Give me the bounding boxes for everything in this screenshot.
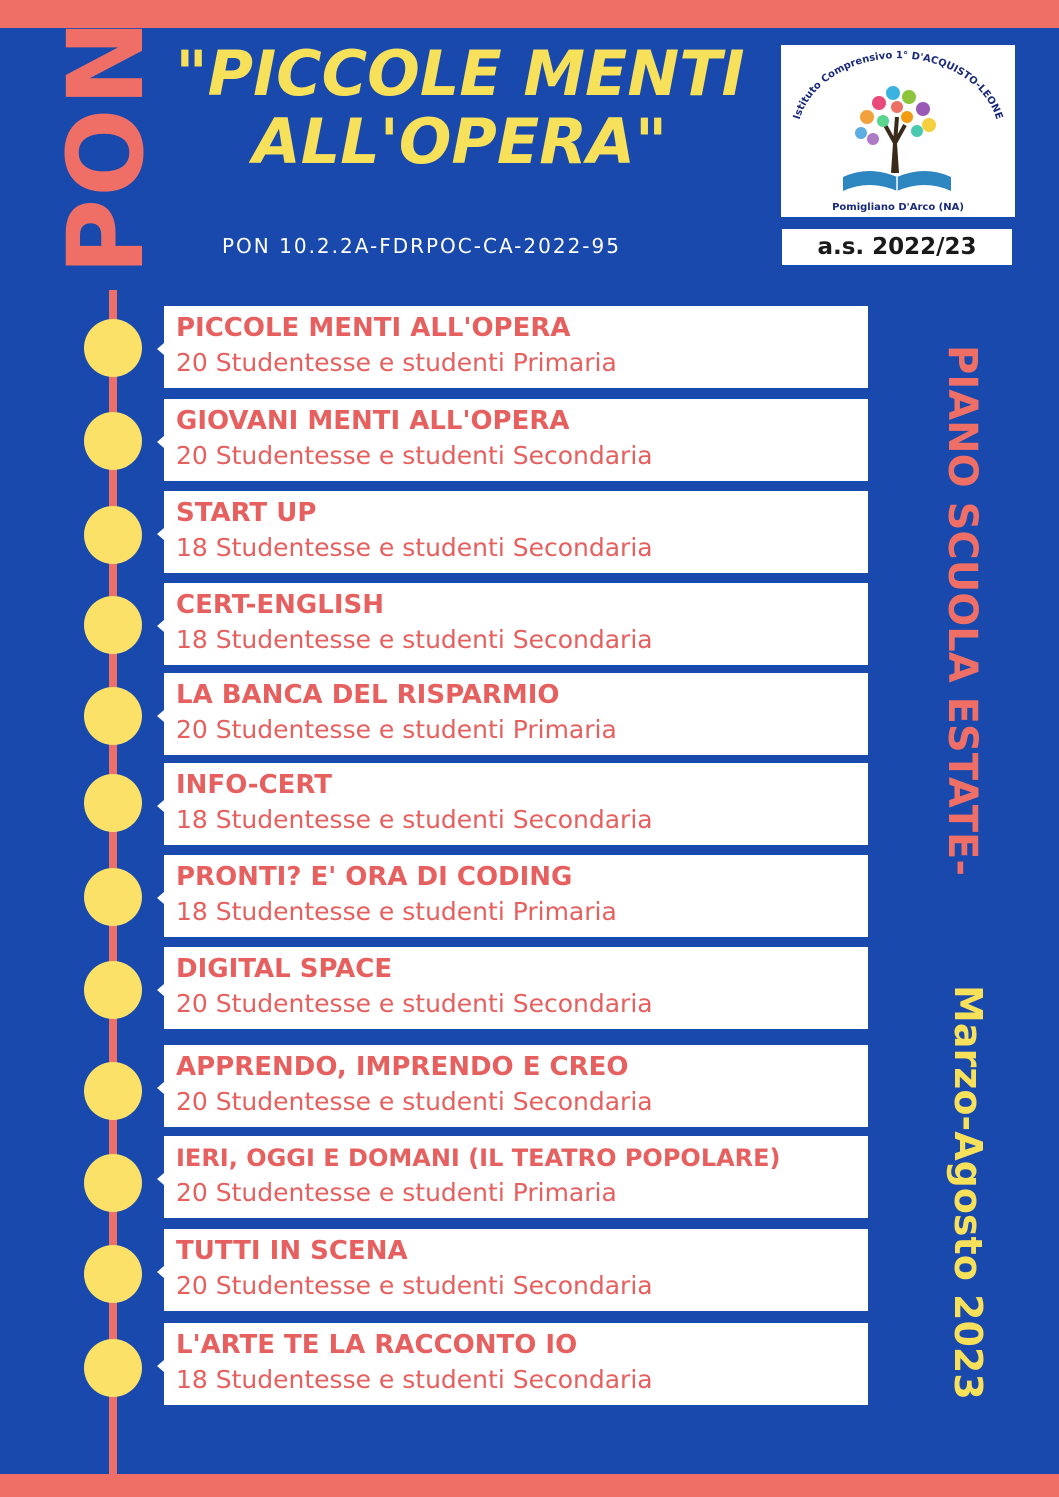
timeline-dot xyxy=(84,1245,142,1303)
school-year-badge: a.s. 2022/23 xyxy=(782,229,1012,265)
module-detail: 20 Studentesse e studenti Secondaria xyxy=(176,1087,653,1116)
module-card xyxy=(164,399,868,481)
timeline-dot xyxy=(84,319,142,377)
module-card xyxy=(164,491,868,573)
module-title: PRONTI? E' ORA DI CODING xyxy=(176,862,573,892)
title-line-1: "PICCOLE MENTI xyxy=(175,37,745,110)
bottom-border xyxy=(0,1474,1059,1497)
module-title: DIGITAL SPACE xyxy=(176,954,393,984)
module-title: GIOVANI MENTI ALL'OPERA xyxy=(176,406,570,436)
module-card xyxy=(164,1323,868,1405)
module-detail: 18 Studentesse e studenti Primaria xyxy=(176,897,617,926)
module-detail: 20 Studentesse e studenti Primaria xyxy=(176,715,617,744)
module-title: START UP xyxy=(176,498,317,528)
school-logo-graphic xyxy=(781,45,1015,217)
module-card xyxy=(164,306,868,388)
module-title: L'ARTE TE LA RACCONTO IO xyxy=(176,1330,578,1360)
module-detail: 20 Studentesse e studenti Primaria xyxy=(176,1178,617,1207)
module-title: IERI, OGGI E DOMANI (IL TEATRO POPOLARE) xyxy=(176,1144,781,1172)
project-code: PON 10.2.2A-FDRPOC-CA-2022-95 xyxy=(222,234,621,258)
module-card xyxy=(164,1136,868,1218)
module-detail: 18 Studentesse e studenti Secondaria xyxy=(176,805,653,834)
module-card xyxy=(164,583,868,665)
module-detail: 20 Studentesse e studenti Secondaria xyxy=(176,441,653,470)
timeline-dot xyxy=(84,506,142,564)
timeline-dot xyxy=(84,1062,142,1120)
module-title: CERT-ENGLISH xyxy=(176,590,384,620)
timeline-dot xyxy=(84,774,142,832)
module-title: INFO-CERT xyxy=(176,770,332,800)
module-card xyxy=(164,1229,868,1311)
timeline-dot xyxy=(84,687,142,745)
timeline-dot xyxy=(84,1339,142,1397)
module-card xyxy=(164,763,868,845)
logo-city-text: Pomigliano D'Arco (NA) xyxy=(832,202,964,213)
module-card xyxy=(164,1045,868,1127)
page-title xyxy=(150,37,770,179)
school-logo xyxy=(781,45,1015,217)
pon-vertical-label: PON xyxy=(45,17,167,275)
module-card xyxy=(164,673,868,755)
timeline-dot xyxy=(84,596,142,654)
module-card xyxy=(164,947,868,1029)
module-detail: 20 Studentesse e studenti Primaria xyxy=(176,348,617,377)
period-vertical-label: Marzo-Agosto 2023 xyxy=(946,985,990,1400)
module-detail: 18 Studentesse e studenti Secondaria xyxy=(176,533,653,562)
title-line-2: ALL'OPERA" xyxy=(252,105,668,179)
module-card xyxy=(164,855,868,937)
module-title: APPRENDO, IMPRENDO E CREO xyxy=(176,1052,629,1082)
module-title: LA BANCA DEL RISPARMIO xyxy=(176,680,560,710)
timeline-dot xyxy=(84,412,142,470)
module-title: PICCOLE MENTI ALL'OPERA xyxy=(176,313,571,343)
module-detail: 20 Studentesse e studenti Secondaria xyxy=(176,989,653,1018)
timeline-dot xyxy=(84,961,142,1019)
module-detail: 18 Studentesse e studenti Secondaria xyxy=(176,1365,653,1394)
timeline-dot xyxy=(84,868,142,926)
module-detail: 18 Studentesse e studenti Secondaria xyxy=(176,625,653,654)
timeline-dot xyxy=(84,1154,142,1212)
plan-vertical-label: PIANO SCUOLA ESTATE- xyxy=(939,345,985,876)
module-title: TUTTI IN SCENA xyxy=(176,1236,408,1266)
logo-arc-text: Istituto Comprensivo 1° D'ACQUISTO-LEONE xyxy=(791,50,1005,121)
module-detail: 20 Studentesse e studenti Secondaria xyxy=(176,1271,653,1300)
